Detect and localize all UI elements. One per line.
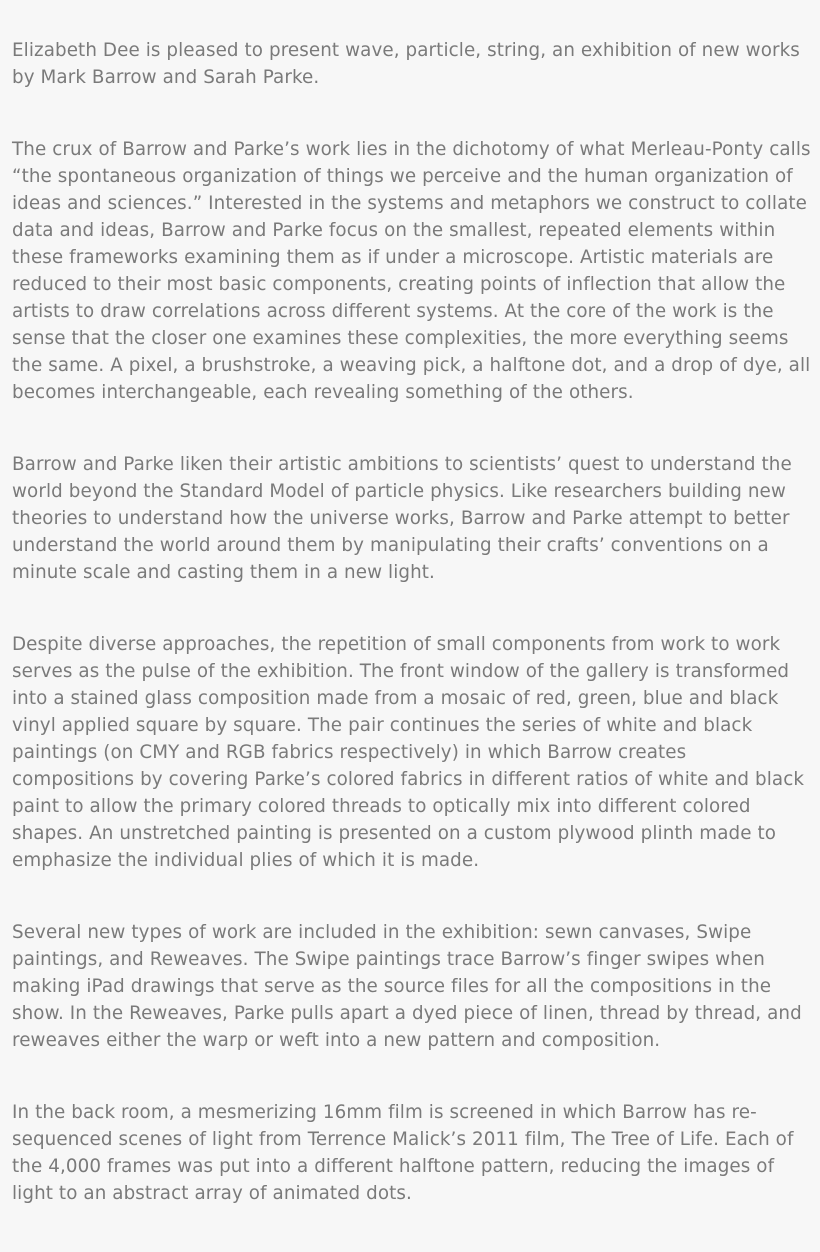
paragraph-crux: The crux of Barrow and Parke’s work lies in the dichotomy of what Merleau-Ponty calls “the spontaneous organization of things we perceive and the human organization of ideas and sciences.” Interested in the systems and metaphors we construct to collate data and ideas, Barrow and Parke focus on the smallest, repeated elements within these frameworks examining them as if under a microscope. Artistic materials are reduced to their most basic components, creating points of inflection that allow the artists to draw correlations across different systems. At the core of the work is the sense that the closer one examines these complexities, the more everything seems the same. A pixel, a brushstroke, a weaving pick, a halftone dot, and a drop of dye, all becomes interchangeable, each revealing something of the others.: [12, 139, 811, 403]
paragraph-intro: Elizabeth Dee is pleased to present wave, particle, string, an exhibition of new works by Mark Barrow and Sarah Parke.: [12, 40, 800, 88]
paragraph-new-works: Several new types of work are included in the exhibition: sewn canvases, Swipe paintings, and Reweaves. The Swipe paintings trace Barrow’s finger swipes when making iPad drawings that serve as the source files for all the compositions in the show. In the Reweaves, Parke pulls apart a dyed piece of linen, thread by thread, and reweaves either the warp or weft into a new pattern and composition.: [12, 922, 802, 1051]
paragraph-repetition: Despite diverse approaches, the repetition of small components from work to work serves as the pulse of the exhibition. The front window of the gallery is transformed into a stained glass composition made from a mosaic of red, green, blue and black vinyl applied square by square. The pair continues the series of white and black paintings (on CMY and RGB fabrics respectively) in which Barrow creates compositions by covering Parke’s colored fabrics in different ratios of white and black paint to allow the primary colored threads to optically mix into different colored shapes. An unstretched painting is presented on a custom plywood plinth made to emphasize the individual plies of which it is made.: [12, 634, 805, 871]
press-release-body: [12, 37, 812, 1252]
paragraph-ambitions: Barrow and Parke liken their artistic ambitions to scientists’ quest to understand the world beyond the Standard Model of particle physics. Like researchers building new theories to understand how the universe works, Barrow and Parke attempt to better understand the world around them by manipulating their crafts’ conventions on a minute scale and casting them in a new light.: [12, 454, 792, 583]
paragraph-film: In the back room, a mesmerizing 16mm film is screened in which Barrow has re-sequenced scenes of light from Terrence Malick’s 2011 film, The Tree of Life. Each of the 4,000 frames was put into a different halftone pattern, reducing the images of light to an abstract array of animated dots.: [12, 1102, 794, 1204]
